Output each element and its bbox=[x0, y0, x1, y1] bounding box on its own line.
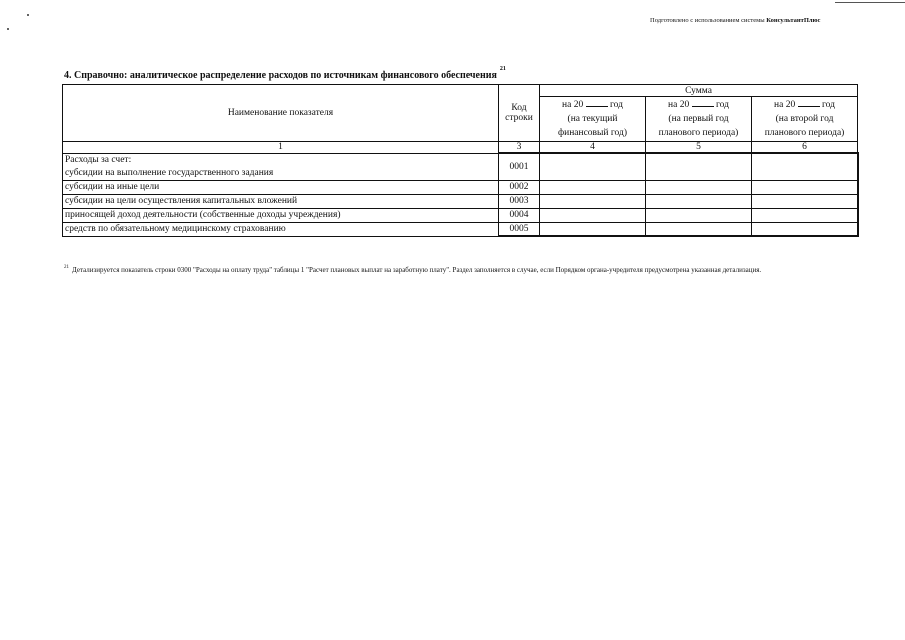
header-note-prefix: Подготовлено с использованием системы bbox=[650, 17, 765, 24]
header-row-1 bbox=[63, 85, 858, 97]
table-row bbox=[63, 153, 858, 180]
value-cell-first[interactable] bbox=[646, 180, 752, 194]
col-header-code-line1: Код bbox=[511, 103, 527, 113]
year-blank bbox=[798, 98, 820, 107]
value-cell-current[interactable] bbox=[540, 153, 646, 180]
col-header-period-first bbox=[646, 97, 752, 142]
row-code: 0001 bbox=[499, 153, 540, 180]
col-number: 3 bbox=[499, 142, 540, 154]
value-cell-current[interactable] bbox=[540, 208, 646, 222]
period-line3: финансовый год) bbox=[557, 128, 628, 138]
col-header-sum: Сумма bbox=[540, 85, 858, 97]
row-name: приносящей доход деятельности (собственные доходы учреждения) bbox=[63, 208, 499, 222]
period-line3: планового периода) bbox=[658, 128, 739, 138]
col-number: 1 bbox=[63, 142, 499, 154]
period-line3: планового периода) bbox=[764, 128, 845, 138]
table-row bbox=[63, 180, 858, 194]
row-name-line1: Расходы за счет: bbox=[65, 154, 132, 165]
row-code: 0004 bbox=[499, 208, 540, 222]
col-header-name: Наименование показателя bbox=[63, 85, 499, 142]
value-cell-current[interactable] bbox=[540, 222, 646, 236]
value-cell-second[interactable] bbox=[752, 222, 858, 236]
row-name bbox=[63, 153, 499, 180]
value-cell-first[interactable] bbox=[646, 153, 752, 180]
period-year-prefix: на 20 bbox=[562, 100, 584, 110]
footnote-text: Детализируется показатель строки 0300 "Расходы на оплату труда" таблицы 1 "Расчет плановых выплат на заработную плату". Раздел заполняется в случае, если Порядком органа-учредителя предусмотрена указанная детализация. bbox=[72, 266, 762, 274]
value-cell-second[interactable] bbox=[752, 180, 858, 194]
period-year-suffix: год bbox=[821, 100, 835, 110]
value-cell-first[interactable] bbox=[646, 222, 752, 236]
value-cell-current[interactable] bbox=[540, 194, 646, 208]
value-cell-first[interactable] bbox=[646, 208, 752, 222]
table-row bbox=[63, 222, 858, 236]
year-blank bbox=[692, 98, 714, 107]
period-line2: (на текущий bbox=[567, 114, 618, 124]
col-header-code bbox=[499, 85, 540, 142]
row-code: 0002 bbox=[499, 180, 540, 194]
expense-distribution-table bbox=[62, 84, 859, 237]
col-header-period-current bbox=[540, 97, 646, 142]
section-title-text: 4. Справочно: аналитическое распределение расходов по источникам финансового обеспечения bbox=[64, 70, 497, 81]
period-year-suffix: год bbox=[609, 100, 623, 110]
scan-speck bbox=[7, 28, 9, 30]
period-line2: (на второй год bbox=[775, 114, 834, 124]
year-blank bbox=[586, 98, 608, 107]
col-header-code-line2: строки bbox=[505, 113, 533, 123]
section-title bbox=[64, 66, 506, 81]
top-edge-rule bbox=[835, 2, 905, 3]
scan-speck bbox=[27, 14, 29, 16]
value-cell-first[interactable] bbox=[646, 194, 752, 208]
value-cell-second[interactable] bbox=[752, 208, 858, 222]
period-year-prefix: на 20 bbox=[668, 100, 690, 110]
footnote bbox=[64, 262, 857, 276]
row-name: субсидии на иные цели bbox=[63, 180, 499, 194]
col-number: 4 bbox=[540, 142, 646, 154]
row-code: 0003 bbox=[499, 194, 540, 208]
table-row bbox=[63, 208, 858, 222]
period-year-prefix: на 20 bbox=[774, 100, 796, 110]
column-number-row bbox=[63, 142, 858, 154]
col-header-period-second bbox=[752, 97, 858, 142]
header-note bbox=[650, 17, 820, 24]
value-cell-second[interactable] bbox=[752, 153, 858, 180]
footnote-number: 21 bbox=[64, 265, 69, 270]
period-line2: (на первый год bbox=[668, 114, 729, 124]
row-name-line2: субсидии на выполнение государственного задания bbox=[65, 167, 274, 178]
row-code: 0005 bbox=[499, 222, 540, 236]
value-cell-current[interactable] bbox=[540, 180, 646, 194]
col-number: 6 bbox=[752, 142, 858, 154]
value-cell-second[interactable] bbox=[752, 194, 858, 208]
row-name: субсидии на цели осуществления капитальных вложений bbox=[63, 194, 499, 208]
col-number: 5 bbox=[646, 142, 752, 154]
footnote-marker: 21 bbox=[499, 66, 506, 72]
row-name: средств по обязательному медицинскому страхованию bbox=[63, 222, 499, 236]
header-note-brand: КонсультантПлюс bbox=[766, 17, 821, 24]
period-year-suffix: год bbox=[715, 100, 729, 110]
table-row bbox=[63, 194, 858, 208]
